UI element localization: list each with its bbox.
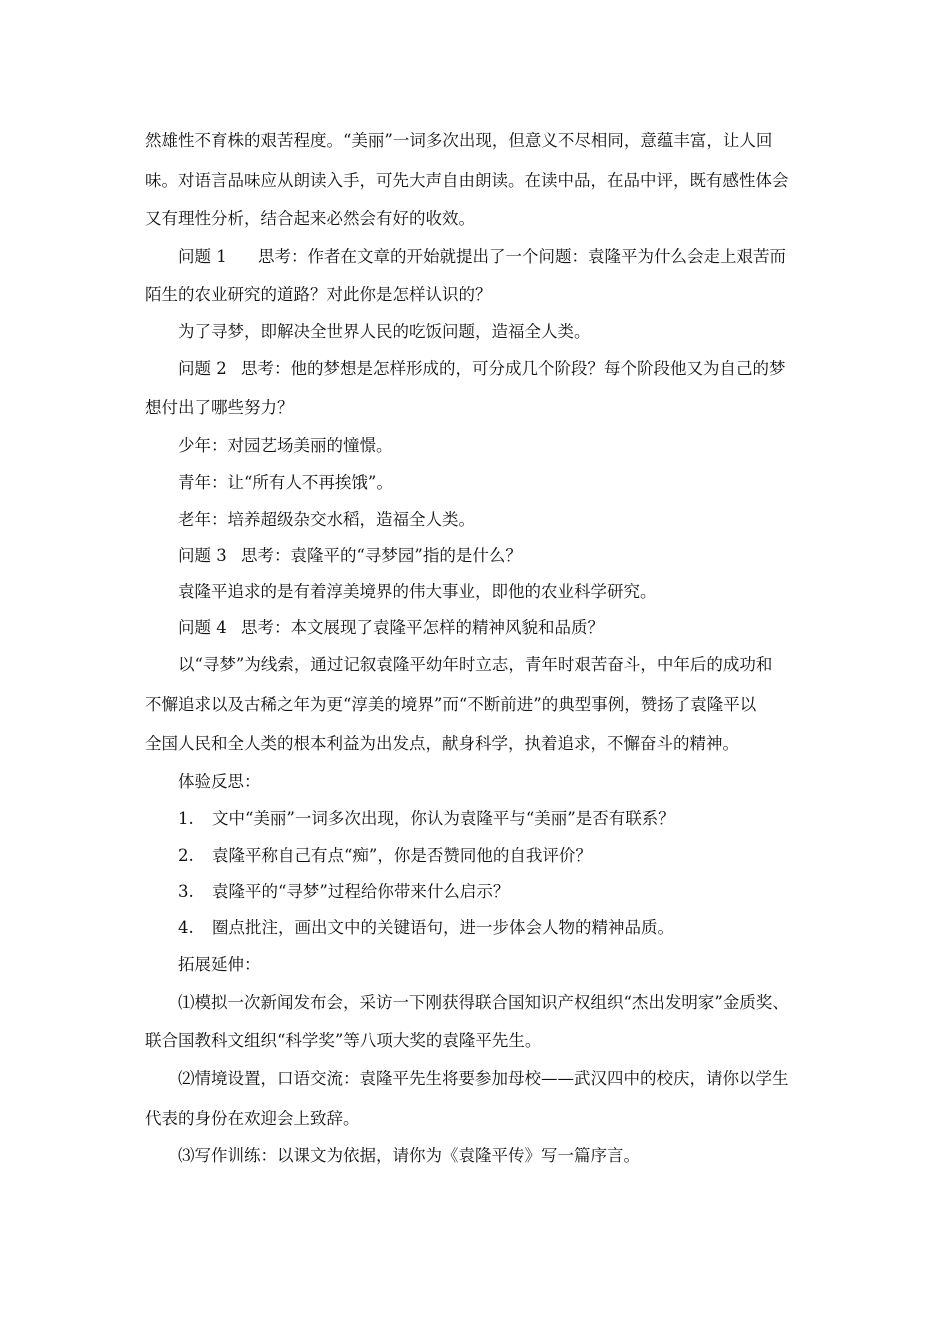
question-4-label: 问题 4	[178, 618, 227, 637]
reflection-item-number: 1.	[178, 809, 194, 828]
extension-item: ⑴模拟一次新闻发布会，采访一下刚获得联合国知识产权组织“杰出发明家”金质奖、	[178, 993, 789, 1012]
question-4-answer-cont: 不懈追求以及古稀之年为更“淳美的境界”而“不断前进”的典型事例，赞扬了袁隆平以	[145, 695, 757, 714]
intro-line: 味。对语言品味应从朗读入手，可先大声自由朗读。在读中品，在品中评，既有感性体会	[145, 171, 789, 190]
extension-item: ⑶写作训练：以课文为依据，请你为《袁隆平传》写一篇序言。	[178, 1146, 640, 1165]
question-3-text: 思考：袁隆平的“寻梦园”指的是什么？	[241, 546, 522, 565]
reflection-item: 袁隆平称自己有点“痴”，你是否赞同他的自我评价？	[212, 846, 592, 865]
question-3-answer: 袁隆平追求的是有着淳美境界的伟大事业，即他的农业科学研究。	[178, 582, 657, 601]
question-1-label: 问题 1	[178, 247, 227, 266]
question-1-answer: 为了寻梦，即解决全世界人民的吃饭问题，造福全人类。	[178, 322, 591, 341]
extension-heading: 拓展延伸：	[178, 955, 261, 974]
question-1-text-cont: 陌生的农业研究的道路？对此你是怎样认识的？	[145, 285, 492, 304]
reflection-item: 圈点批注，画出文中的关键语句，进一步体会人物的精神品质。	[212, 918, 674, 937]
question-2-answer: 老年：培养超级杂交水稻，造福全人类。	[178, 510, 475, 529]
question-2-answer: 少年：对园艺场美丽的憧憬。	[178, 436, 393, 455]
question-2-text: 思考：他的梦想是怎样形成的，可分成几个阶段？每个阶段他又为自己的梦	[241, 359, 786, 378]
reflection-item-number: 4.	[178, 918, 194, 937]
extension-item: ⑵情境设置，口语交流：袁隆平先生将要参加母校——武汉四中的校庆，请你以学生	[178, 1069, 789, 1088]
question-4-answer: 以“寻梦”为线索，通过记叙袁隆平幼年时立志，青年时艰苦奋斗，中年后的成功和	[178, 655, 773, 674]
extension-item-cont: 联合国教科文组织“科学奖”等八项大奖的袁隆平先生。	[145, 1031, 542, 1050]
question-2-label: 问题 2	[178, 359, 227, 378]
reflection-heading: 体验反思：	[178, 772, 261, 791]
reflection-item: 文中“美丽”一词多次出现，你认为袁隆平与“美丽”是否有联系？	[212, 809, 675, 828]
reflection-item-number: 2.	[178, 846, 194, 865]
intro-line: 然雄性不育株的艰苦程度。“美丽”一词多次出现，但意义不尽相同，意蕴丰富，让人回	[145, 131, 773, 150]
extension-item-cont: 代表的身份在欢迎会上致辞。	[145, 1109, 360, 1128]
question-3-label: 问题 3	[178, 546, 227, 565]
reflection-item-number: 3.	[178, 882, 194, 901]
question-1-text: 思考：作者在文章的开始就提出了一个问题：袁隆平为什么会走上艰苦而	[258, 247, 786, 266]
question-4-text: 思考：本文展现了袁隆平怎样的精神风貌和品质？	[241, 618, 604, 637]
question-2-text-cont: 想付出了哪些努力？	[145, 398, 294, 417]
reflection-item: 袁隆平的“寻梦”过程给你带来什么启示？	[212, 882, 510, 901]
question-2-answer: 青年：让“所有人不再挨饿”。	[178, 473, 393, 492]
question-4-answer-cont: 全国人民和全人类的根本利益为出发点，献身科学，执着追求，不懈奋斗的精神。	[145, 734, 739, 753]
intro-line: 又有理性分析，结合起来必然会有好的收效。	[145, 209, 475, 228]
